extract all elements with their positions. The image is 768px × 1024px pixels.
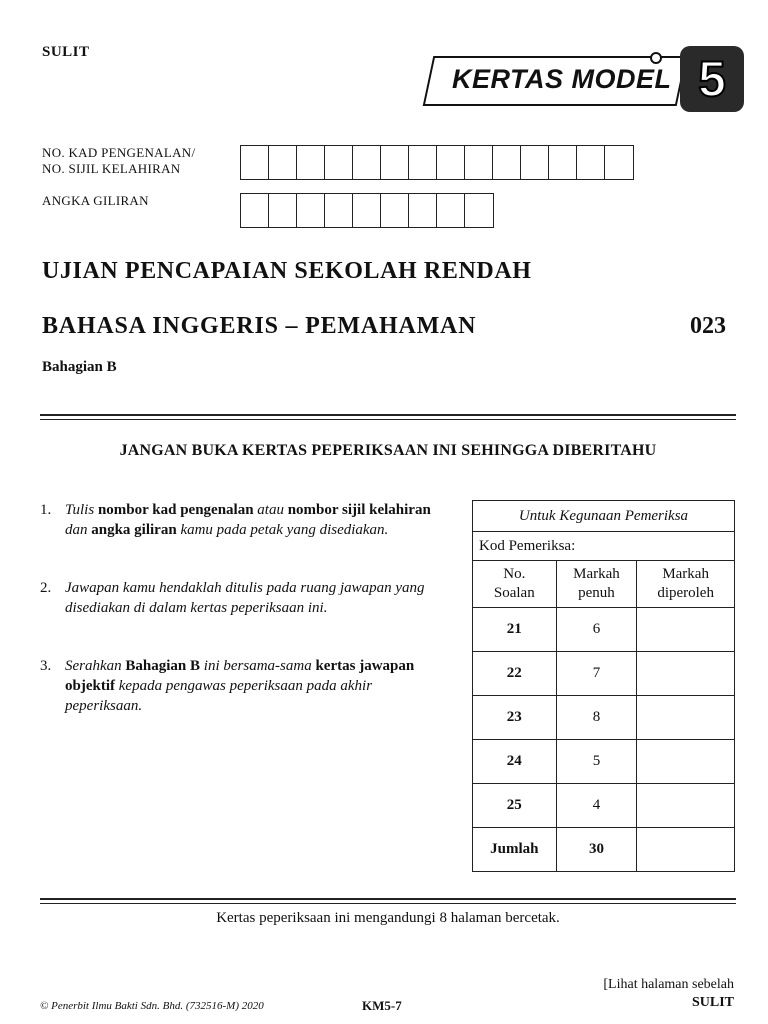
- ic-label: [42, 145, 195, 177]
- ic-digit-box[interactable]: [353, 146, 381, 179]
- next-page-note: [Lihat halaman sebelah: [603, 977, 734, 992]
- cell-markah-diperoleh[interactable]: [637, 784, 735, 828]
- kod-pemeriksa-label: Kod Pemeriksa:: [473, 532, 735, 561]
- badge-text: KERTAS MODEL: [452, 64, 672, 94]
- angka-digit-box[interactable]: [241, 194, 269, 227]
- col-header-line: No.: [503, 566, 526, 582]
- angka-digit-box[interactable]: [325, 194, 353, 227]
- page-code: KM5-7: [362, 998, 402, 1013]
- divider-top-2: [40, 419, 736, 420]
- ic-digit-box[interactable]: [605, 146, 633, 179]
- instruction-fragment: angka giliran: [87, 522, 181, 538]
- kertas-model-badge: [428, 46, 750, 118]
- sulit-label-top: SULIT: [42, 44, 90, 60]
- warning-text: JANGAN BUKA KERTAS PEPERIKSAAN INI SEHINGGA DIBERITAHU: [119, 442, 657, 459]
- instruction-number: 2.: [40, 580, 52, 596]
- ic-digit-box[interactable]: [241, 146, 269, 179]
- instruction-text: [65, 500, 445, 540]
- col-header-line: Markah: [662, 566, 709, 582]
- ic-label-line2: NO. SIJIL KELAHIRAN: [42, 161, 181, 176]
- instruction-3: [40, 656, 440, 718]
- angka-digit-box[interactable]: [381, 194, 409, 227]
- badge-dot-icon: [650, 52, 662, 64]
- copyright-text: © Penerbit Ilmu Bakti Sdn. Bhd. (732516-M) 2020: [40, 1000, 264, 1012]
- cell-markah-penuh: 5: [556, 740, 637, 784]
- table-row: [473, 608, 735, 652]
- ic-digit-box[interactable]: [577, 146, 605, 179]
- angka-giliran-boxes[interactable]: [240, 193, 494, 228]
- instruction-fragment: atau: [257, 502, 284, 518]
- ic-digit-box[interactable]: [521, 146, 549, 179]
- angka-digit-box[interactable]: [465, 194, 493, 227]
- cell-markah-diperoleh[interactable]: [637, 608, 735, 652]
- table-row: [473, 740, 735, 784]
- instruction-fragment: kepada pengawas peperiksaan pada akhir peperiksaan.: [65, 678, 373, 714]
- ic-label-line1: NO. KAD PENGENALAN/: [42, 145, 196, 160]
- table-row-total: [473, 828, 735, 872]
- angka-digit-box[interactable]: [409, 194, 437, 227]
- col-header-markah-diperoleh: [637, 561, 735, 608]
- cell-markah-penuh: 6: [556, 608, 637, 652]
- angka-digit-box[interactable]: [269, 194, 297, 227]
- pages-note: Kertas peperiksaan ini mengandungi 8 halaman bercetak.: [216, 910, 560, 926]
- col-header-line: Markah: [573, 566, 620, 582]
- ic-digit-box[interactable]: [297, 146, 325, 179]
- instruction-number: 1.: [40, 502, 52, 518]
- examiner-table: [472, 500, 735, 872]
- angka-giliran-label: ANGKA GILIRAN: [42, 193, 149, 208]
- cell-jumlah-label: Jumlah: [473, 828, 557, 872]
- cell-markah-penuh: 8: [556, 696, 637, 740]
- ic-number-boxes[interactable]: [240, 145, 634, 180]
- instruction-2: [40, 578, 440, 640]
- col-header-soalan: [473, 561, 557, 608]
- divider-bottom-2: [40, 903, 736, 904]
- table-row: [473, 696, 735, 740]
- ic-digit-box[interactable]: [465, 146, 493, 179]
- ic-digit-box[interactable]: [437, 146, 465, 179]
- section-label: Bahagian B: [42, 359, 117, 375]
- cell-markah-diperoleh[interactable]: [637, 740, 735, 784]
- col-header-line: Soalan: [493, 585, 535, 601]
- instruction-fragment: dan: [65, 522, 88, 538]
- cell-soalan: 22: [473, 652, 557, 696]
- instruction-text: [65, 578, 445, 618]
- col-header-markah-penuh: [556, 561, 637, 608]
- instruction-fragment: ini bersama-sama: [203, 658, 312, 674]
- instruction-text: [65, 656, 445, 716]
- table-row: [473, 652, 735, 696]
- divider-bottom-1: [40, 898, 736, 900]
- cell-markah-penuh: 7: [556, 652, 637, 696]
- angka-digit-box[interactable]: [437, 194, 465, 227]
- exam-title: UJIAN PENCAPAIAN SEKOLAH RENDAH: [42, 258, 532, 284]
- divider-top-1: [40, 414, 736, 416]
- cell-soalan: 21: [473, 608, 557, 652]
- instruction-1: [40, 500, 440, 562]
- ic-digit-box[interactable]: [493, 146, 521, 179]
- cell-soalan: 24: [473, 740, 557, 784]
- cell-jumlah-penuh: 30: [556, 828, 637, 872]
- instruction-fragment: Bahagian B: [121, 658, 204, 674]
- subject-code: 023: [690, 313, 726, 339]
- instruction-fragment: Serahkan: [65, 658, 122, 674]
- angka-digit-box[interactable]: [297, 194, 325, 227]
- ic-digit-box[interactable]: [381, 146, 409, 179]
- ic-digit-box[interactable]: [325, 146, 353, 179]
- instruction-fragment: Jawapan kamu hendaklah ditulis pada ruang jawapan yang disediakan di dalam kertas peperiksaan ini.: [65, 580, 425, 616]
- instruction-fragment: kamu pada petak yang disediakan.: [180, 522, 389, 538]
- instruction-fragment: nombor sijil kelahiran: [283, 502, 431, 518]
- angka-digit-box[interactable]: [353, 194, 381, 227]
- cell-markah-penuh: 4: [556, 784, 637, 828]
- col-header-line: diperoleh: [657, 585, 714, 601]
- ic-digit-box[interactable]: [409, 146, 437, 179]
- badge-number: 5: [680, 46, 744, 112]
- subject-title: BAHASA INGGERIS – PEMAHAMAN: [42, 313, 477, 339]
- instruction-fragment: nombor kad pengenalan: [94, 502, 258, 518]
- instruction-fragment: Tulis: [65, 502, 95, 518]
- ic-digit-box[interactable]: [269, 146, 297, 179]
- cell-soalan: 23: [473, 696, 557, 740]
- sulit-label-bottom: SULIT: [691, 995, 734, 1010]
- cell-soalan: 25: [473, 784, 557, 828]
- table-row: [473, 784, 735, 828]
- examiner-table-heading: Untuk Kegunaan Pemeriksa: [473, 501, 735, 532]
- cell-markah-diperoleh[interactable]: [637, 696, 735, 740]
- cell-markah-diperoleh[interactable]: [637, 652, 735, 696]
- instruction-number: 3.: [40, 658, 52, 674]
- ic-digit-box[interactable]: [549, 146, 577, 179]
- col-header-line: penuh: [578, 585, 615, 601]
- cell-jumlah-diperoleh[interactable]: [637, 828, 735, 872]
- instruction-fragment: kertas jawapan objektif: [65, 658, 415, 694]
